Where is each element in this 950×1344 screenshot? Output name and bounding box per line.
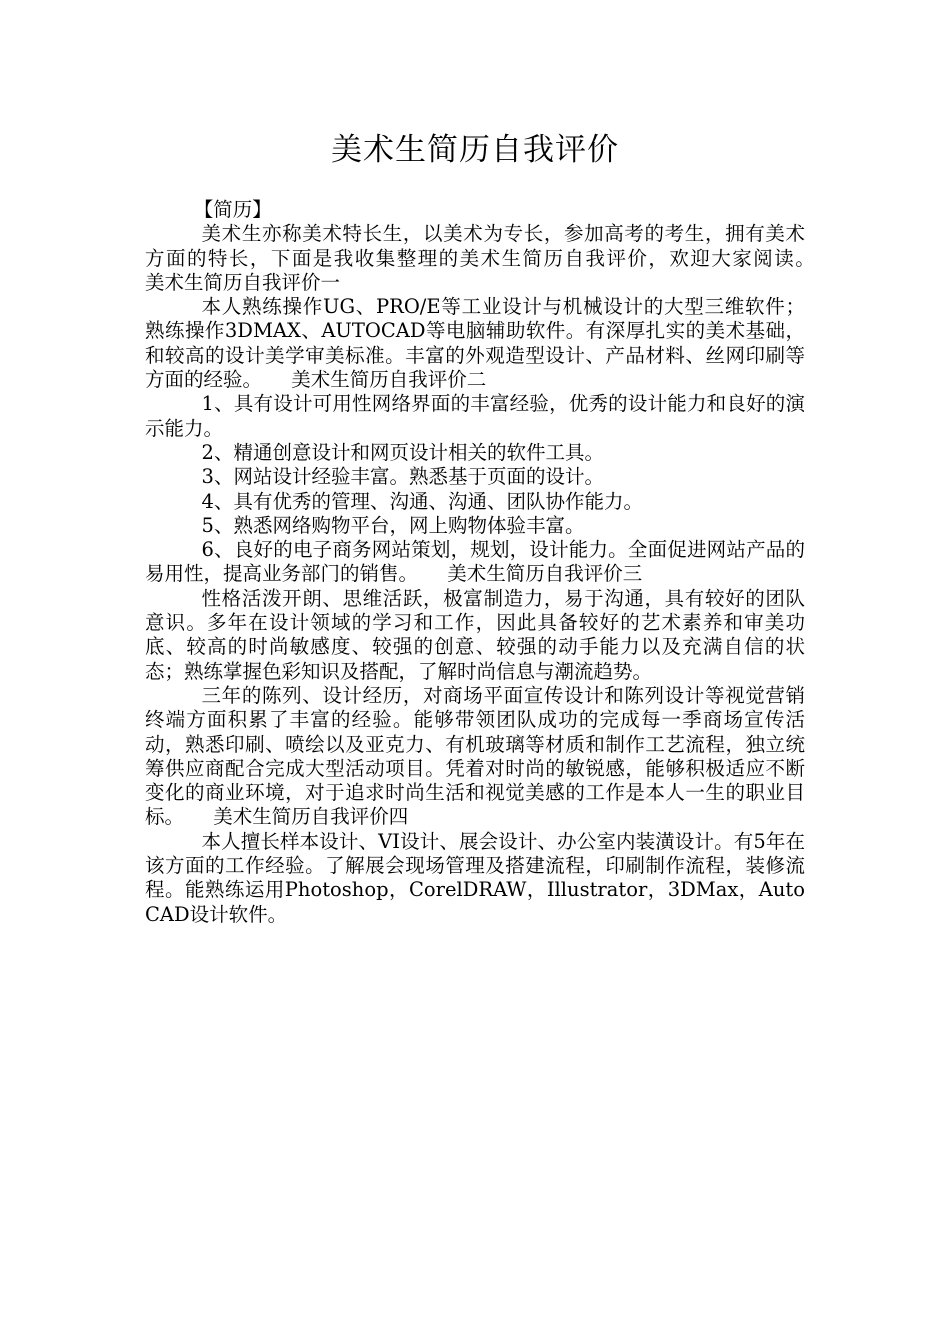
paragraph-evaluation-three: 性格活泼开朗、思维活跃，极富制造力，易于沟通，具有较好的团队意识。多年在设计领域的学习和工作，因此具备较好的艺术素养和审美功底、较高的时尚敏感度、较强的创意、较强的动手能力以及充满自信的状态；熟练掌握色彩知识及搭配，了解时尚信息与潮流趋势。 bbox=[145, 586, 805, 683]
list-item-6: 6、良好的电子商务网站策划，规划，设计能力。全面促进网站产品的易用性，提高业务部门的销售。 美术生简历自我评价三 bbox=[145, 538, 805, 586]
section-heading-resume: 【简历】 bbox=[193, 198, 272, 221]
list-item-4: 4、具有优秀的管理、沟通、沟通、团队协作能力。 bbox=[201, 489, 643, 513]
paragraph-experience: 三年的陈列、设计经历，对商场平面宣传设计和陈列设计等视觉营销终端方面积累了丰富的经验。能够带领团队成功的完成每一季商场宣传活动，熟悉印刷、喷绘以及亚克力、有机玻璃等材质和制作工艺流程，独立统筹供应商配合完成大型活动项目。凭着对时尚的敏锐感，能够积极适应不断变化的商业环境，对于追求时尚生活和视觉美感的工作是本人一生的职业目标。 美术生简历自我评价四 bbox=[145, 683, 805, 829]
document-title: 美术生简历自我评价 bbox=[331, 132, 619, 168]
paragraph-evaluation-four: 本人擅长样本设计、VI设计、展会设计、办公室内装潢设计。有5年在该方面的工作经验。了解展会现场管理及搭建流程，印刷制作流程，装修流程。能熟练运用Photoshop，CorelDRAW，Illustrator，3DMax，AutoCAD设计软件。 bbox=[145, 829, 805, 926]
list-item-2: 2、精通创意设计和网页设计相关的软件工具。 bbox=[201, 440, 604, 464]
list-item-1: 1、具有设计可用性网络界面的丰富经验，优秀的设计能力和良好的演示能力。 bbox=[145, 392, 805, 440]
list-item-3: 3、网站设计经验丰富。熟悉基于页面的设计。 bbox=[201, 465, 604, 489]
paragraph-evaluation-one: 本人熟练操作UG、PRO/E等工业设计与机械设计的大型三维软件；熟练操作3DMAX、AUTOCAD等电脑辅助软件。有深厚扎实的美术基础，和较高的设计美学审美标准。丰富的外观造型设计、产品材料、丝网印刷等方面的经验。 美术生简历自我评价二 bbox=[145, 295, 805, 392]
document-body bbox=[145, 198, 845, 927]
list-item-5: 5、熟悉网络购物平台，网上购物体验丰富。 bbox=[201, 513, 585, 537]
paragraph-intro: 美术生亦称美术特长生，以美术为专长，参加高考的考生，拥有美术方面的特长，下面是我收集整理的美术生简历自我评价，欢迎大家阅读。 美术生简历自我评价一 bbox=[145, 222, 845, 294]
